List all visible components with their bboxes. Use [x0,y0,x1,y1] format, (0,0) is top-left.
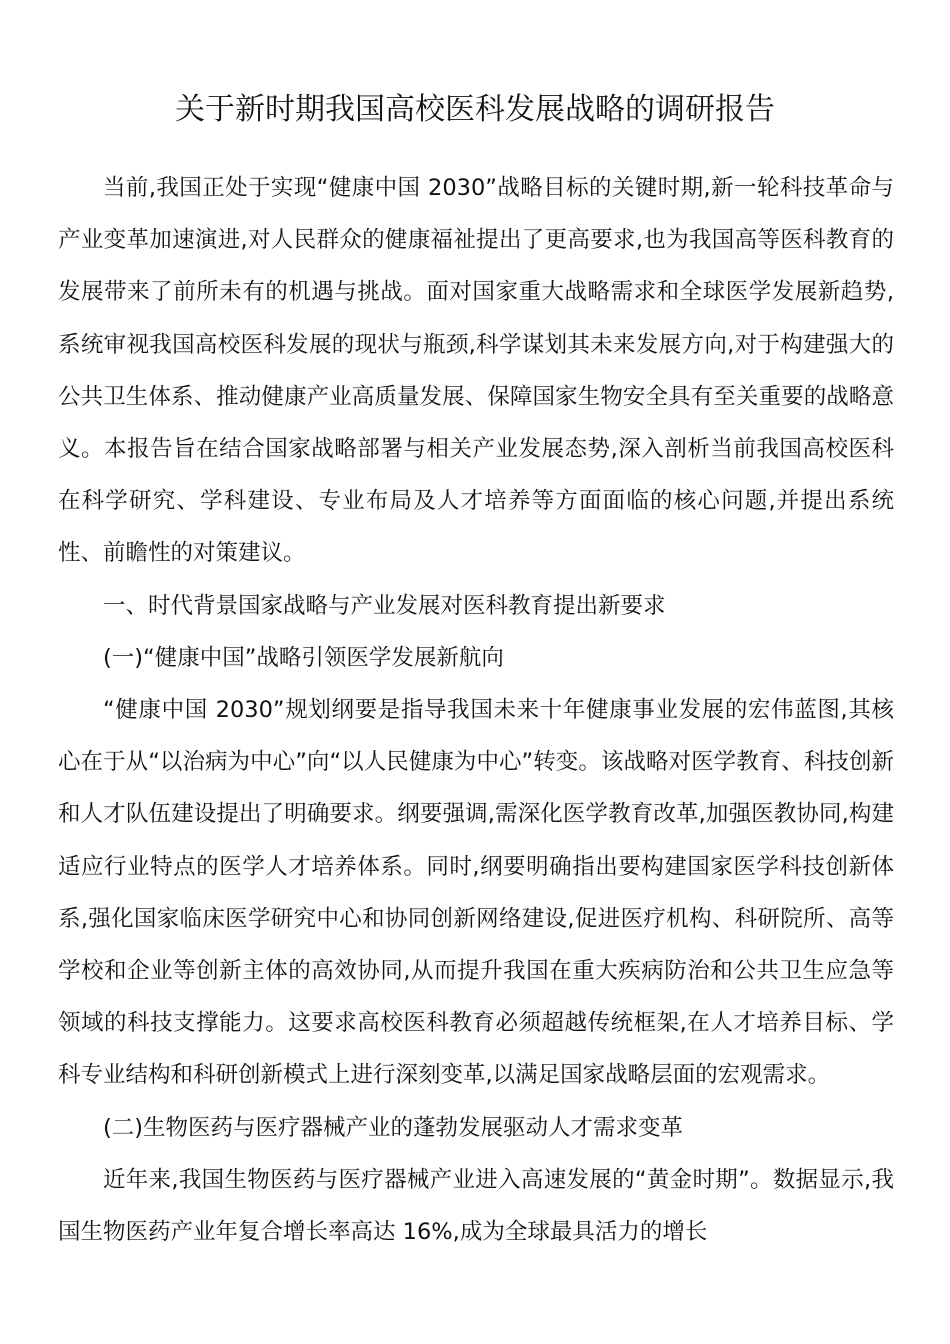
subsection-1-2-paragraph: 近年来,我国生物医药与医疗器械产业进入高速发展的“黄金时期”。数据显示,我国生物医药产业年复合增长率高达 16%,成为全球最具活力的增长 [58,1166,894,1246]
report-body [58,162,894,1258]
section-1-heading: 一、时代背景国家战略与产业发展对医科教育提出新要求 [103,592,666,619]
report-title: 关于新时期我国高校医科发展战略的调研报告 [175,92,775,128]
subsection-1-2-heading: (二)生物医药与医疗器械产业的蓬勃发展驱动人才需求变革 [103,1114,684,1141]
intro-paragraph: 当前,我国正处于实现“健康中国 2030”战略目标的关键时期,新一轮科技革命与产业变革加速演进,对人民群众的健康福祉提出了更高要求,也为我国高等医科教育的发展带来了前所未有的机遇与挑战。面对国家重大战略需求和全球医学发展新趋势,系统审视我国高校医科发展的现状与瓶颈,科学谋划其未来发展方向,对于构建强大的公共卫生体系、推动健康产业高质量发展、保障国家生物安全具有至关重要的战略意义。本报告旨在结合国家战略部署与相关产业发展态势,深入剖析当前我国高校医科在科学研究、学科建设、专业布局及人才培养等方面面临的核心问题,并提出系统性、前瞻性的对策建议。 [58,175,894,567]
subsection-1-1-paragraph: “健康中国 2030”规划纲要是指导我国未来十年健康事业发展的宏伟蓝图,其核心在于从“以治病为中心”向“以人民健康为中心”转变。该战略对医学教育、科技创新和人才队伍建设提出了明确要求。纲要强调,需深化医学教育改革,加强医教协同,构建适应行业特点的医学人才培养体系。同时,纲要明确指出要构建国家医学科技创新体系,强化国家临床医学研究中心和协同创新网络建设,促进医疗机构、科研院所、高等学校和企业等创新主体的高效协同,从而提升我国在重大疾病防治和公共卫生应急等领域的科技支撑能力。这要求高校医科教育必须超越传统框架,在人才培养目标、学科专业结构和科研创新模式上进行深刻变革,以满足国家战略层面的宏观需求。 [58,697,894,1089]
subsection-1-1-heading: (一)“健康中国”战略引领医学发展新航向 [103,644,504,671]
